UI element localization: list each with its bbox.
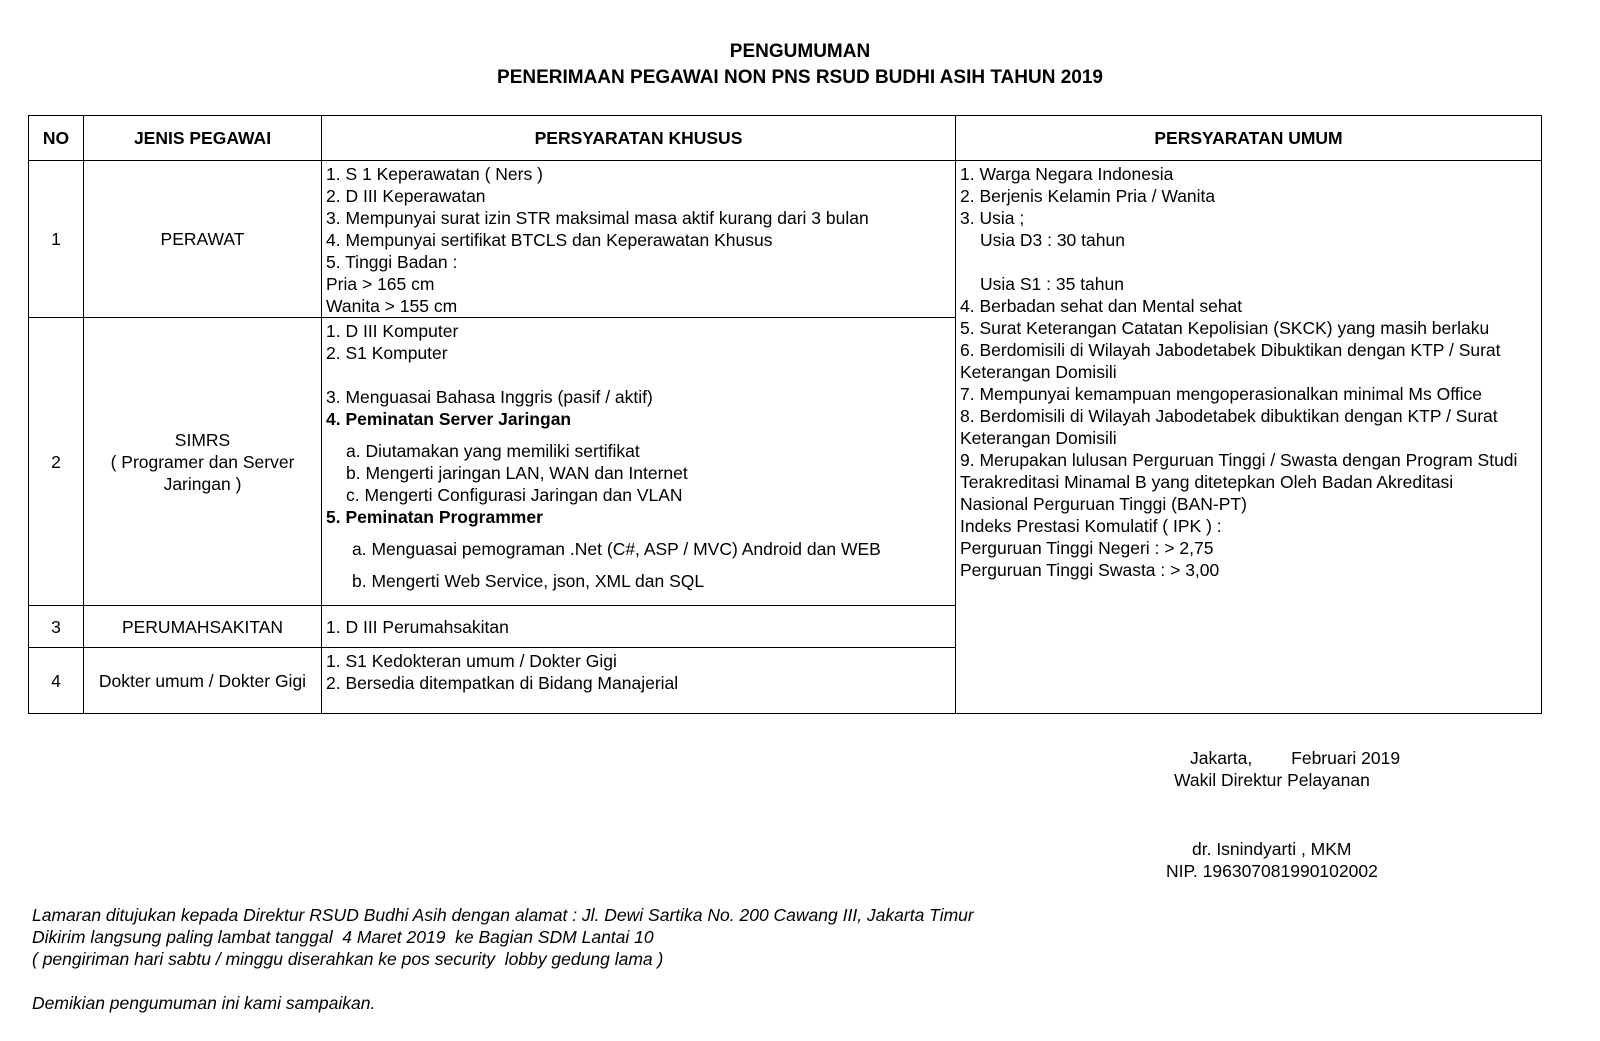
footer-line: Dikirim langsung paling lambat tanggal 4 Maret 2019 ke Bagian SDM Lantai 10 bbox=[32, 927, 654, 947]
jenis-line: ( Programer dan Server bbox=[110, 451, 295, 472]
req-line: 1. D III Komputer bbox=[326, 321, 459, 341]
page-subtitle: PENERIMAAN PEGAWAI NON PNS RSUD BUDHI ASIH TAHUN 2019 bbox=[497, 67, 1103, 88]
signature-name: dr. Isnindyarti , MKM bbox=[1192, 839, 1352, 859]
umum-line: Terakreditasi Minamal B yang ditetepkan Oleh Badan Akreditasi bbox=[960, 472, 1454, 492]
page-title: PENGUMUMAN bbox=[729, 41, 871, 62]
header-persyaratan-umum: PERSYARATAN UMUM bbox=[956, 116, 1542, 161]
persyaratan-umum-cell bbox=[956, 161, 1542, 714]
requirements-table bbox=[28, 115, 1542, 714]
jenis-line: SIMRS bbox=[174, 429, 231, 450]
table-row bbox=[29, 161, 1542, 318]
req-line: 5. Peminatan Programmer bbox=[326, 507, 543, 527]
umum-line: 2. Berjenis Kelamin Pria / Wanita bbox=[960, 186, 1216, 206]
req-line: 3. Mempunyai surat izin STR maksimal masa aktif kurang dari 3 bulan bbox=[326, 208, 869, 228]
umum-line: 3. Usia ; bbox=[960, 208, 1025, 228]
umum-line: Usia S1 : 35 tahun bbox=[980, 274, 1124, 294]
row-no: 1 bbox=[29, 161, 84, 318]
footer-line: ( pengiriman hari sabtu / minggu diserahkan ke pos security lobby gedung lama ) bbox=[32, 949, 664, 969]
req-line: c. Mengerti Configurasi Jaringan dan VLAN bbox=[346, 485, 683, 505]
row-jenis bbox=[84, 318, 322, 606]
req-line: a. Menguasai pemograman .Net (C#, ASP / MVC) Android dan WEB bbox=[352, 539, 881, 559]
closing-statement: Demikian pengumuman ini kami sampaikan. bbox=[32, 993, 376, 1013]
req-line: 3. Menguasai Bahasa Inggris (pasif / aktif) bbox=[326, 387, 653, 407]
req-line: 2. S1 Komputer bbox=[326, 343, 448, 363]
req-line: b. Mengerti Web Service, json, XML dan SQL bbox=[352, 571, 705, 591]
row-khusus bbox=[322, 318, 956, 606]
row-khusus bbox=[322, 648, 956, 714]
row-no: 2 bbox=[29, 318, 84, 606]
row-jenis: PERAWAT bbox=[84, 161, 322, 318]
umum-line: 8. Berdomisili di Wilayah Jabodetabek dibuktikan dengan KTP / Surat bbox=[960, 406, 1498, 426]
row-jenis: Dokter umum / Dokter Gigi bbox=[84, 648, 322, 714]
umum-line: Keterangan Domisili bbox=[960, 428, 1117, 448]
req-line: 5. Tinggi Badan : bbox=[326, 252, 458, 272]
req-line: 4. Peminatan Server Jaringan bbox=[326, 409, 572, 429]
req-line: 1. S 1 Keperawatan ( Ners ) bbox=[326, 164, 543, 184]
row-no: 4 bbox=[29, 648, 84, 714]
umum-line: Perguruan Tinggi Negeri : > 2,75 bbox=[960, 538, 1214, 558]
signature-nip: NIP. 196307081990102002 bbox=[1166, 861, 1378, 881]
row-no: 3 bbox=[29, 606, 84, 648]
row-khusus bbox=[322, 606, 956, 648]
signature-place-date: Jakarta, Februari 2019 bbox=[1190, 748, 1401, 768]
umum-line: 6. Berdomisili di Wilayah Jabodetabek Dibuktikan dengan KTP / Surat bbox=[960, 340, 1501, 360]
signature-position: Wakil Direktur Pelayanan bbox=[1174, 770, 1370, 790]
umum-line: Usia D3 : 30 tahun bbox=[980, 230, 1125, 250]
umum-line: Perguruan Tinggi Swasta : > 3,00 bbox=[960, 560, 1220, 580]
req-line: Pria > 165 cm bbox=[326, 274, 435, 294]
req-line: 2. D III Keperawatan bbox=[326, 186, 486, 206]
umum-line: Nasional Perguruan Tinggi (BAN-PT) bbox=[960, 494, 1247, 514]
umum-line: 4. Berbadan sehat dan Mental sehat bbox=[960, 296, 1243, 316]
umum-line: 1. Warga Negara Indonesia bbox=[960, 164, 1174, 184]
header-jenis-pegawai: JENIS PEGAWAI bbox=[84, 116, 322, 161]
header-no: NO bbox=[29, 116, 84, 161]
umum-line: 9. Merupakan lulusan Perguruan Tinggi / Swasta dengan Program Studi bbox=[960, 450, 1518, 470]
req-line: 2. Bersedia ditempatkan di Bidang Manajerial bbox=[326, 673, 679, 693]
jenis-line: Jaringan ) bbox=[163, 473, 242, 494]
req-line: 4. Mempunyai sertifikat BTCLS dan Keperawatan Khusus bbox=[326, 230, 773, 250]
req-line: Wanita > 155 cm bbox=[326, 296, 458, 316]
umum-line: Keterangan Domisili bbox=[960, 362, 1117, 382]
umum-line: Indeks Prestasi Komulatif ( IPK ) : bbox=[960, 516, 1222, 536]
row-jenis: PERUMAHSAKITAN bbox=[84, 606, 322, 648]
req-line: b. Mengerti jaringan LAN, WAN dan Internet bbox=[346, 463, 688, 483]
req-line: a. Diutamakan yang memiliki sertifikat bbox=[346, 441, 640, 461]
umum-line: 7. Mempunyai kemampuan mengoperasionalkan minimal Ms Office bbox=[960, 384, 1483, 404]
req-line: 1. S1 Kedokteran umum / Dokter Gigi bbox=[326, 651, 617, 671]
row-khusus bbox=[322, 161, 956, 318]
req-line: 1. D III Perumahsakitan bbox=[326, 616, 509, 637]
table-header-row bbox=[29, 116, 1542, 161]
header-persyaratan-khusus: PERSYARATAN KHUSUS bbox=[322, 116, 956, 161]
umum-line: 5. Surat Keterangan Catatan Kepolisian (SKCK) yang masih berlaku bbox=[960, 318, 1490, 338]
footer-line: Lamaran ditujukan kepada Direktur RSUD Budhi Asih dengan alamat : Jl. Dewi Sartika No. 200 Cawang III, Jakarta Timur bbox=[32, 905, 974, 925]
